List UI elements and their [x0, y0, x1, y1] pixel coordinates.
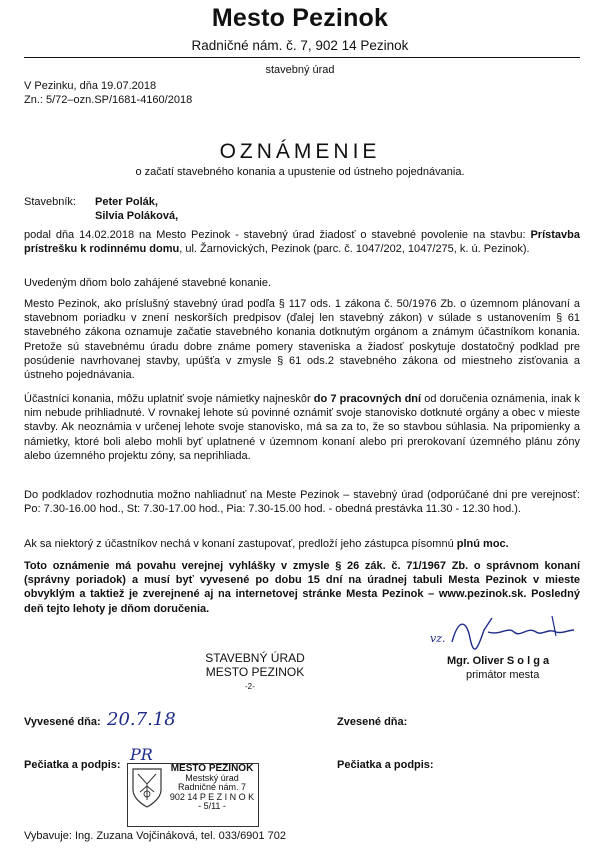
document-title: Mesto Pezinok: [211, 4, 389, 32]
city-stamp-text: [166, 764, 258, 812]
builder-name-2: Silvia Poláková,: [95, 210, 179, 222]
handwritten-initials: PR: [130, 745, 153, 764]
city-stamp-line5: - 5/11 -: [198, 801, 226, 812]
stamp-office-line1: STAVEBNÝ ÚRAD: [205, 651, 305, 665]
stamp-signature-label-right: Pečiatka a podpis:: [337, 759, 434, 771]
signatory-name: Mgr. Oliver S o l g a: [447, 655, 550, 667]
paragraph-start: Uvedeným dňom bolo zahájené stavebné konanie.: [24, 277, 272, 289]
p4-text-c: od doručenia oznámenia, inak k nim nebude prihliadnuté. V rovnakej lehote sú povinné oznámiť svoje stanovisko dotknuté orgány a obec v mieste stavby. Ak neoznámia v určenej lehote svoje stanovisko, má sa za to, že so stavbou súhlasia. Na pripomienky a námietky, ktoré boli alebo mohli byť uplatnené v územnom konaní alebo pri prerokovaní územného plánu zóny alebo územného projektu zóny, sa neprihliada.: [24, 393, 581, 462]
notice-subheading: o začatí stavebného konania a upustenie od ústneho pojednávania.: [135, 166, 465, 178]
city-stamp-line1: MESTO PEZINOK: [170, 763, 254, 774]
p1-project: Prístavba prístrešku k rodinnému domu: [24, 229, 580, 256]
office-name: stavebný úrad: [265, 64, 335, 76]
place-date: V Pezinku, dňa 19.07.2018: [24, 80, 157, 92]
builder-label: Stavebník:: [24, 196, 76, 208]
paragraph-authority: Mesto Pezinok, ako príslušný stavebný úrad podľa § 117 ods. 1 zákona č. 50/1976 Zb. o územnom plánovaní a stavebnom poriadku v znení neskorších predpisov (ďalej len stavebný zákon) v súlade s ustanovením § 61 stavebného zákona oznamuje začatie stavebného konania dotknutým orgánom a známym účastníkom konania. Pretože sú stavebnému úradu dobre známe pomery staveniska a žiadosť poskytuje dostatočný podklad pre posúdenie navrhovanej stavby, upúšťa v zmysle § 61 ods.2 stavebného zákona od miestneho zisťovania a ústneho pojednávania.: [24, 298, 580, 382]
reference-number: Zn.: 5/72–ozn.SP/1681-4160/2018: [24, 94, 193, 106]
city-stamp-line4: 902 14 P E Z I N O K: [169, 791, 255, 802]
stamp-office-number: -2-: [245, 682, 255, 691]
p1-location: , ul. Žarnovických, Pezinok (parc. č. 1047/202, 1047/275, k. ú. Pezinok).: [179, 243, 530, 256]
posted-label: Vyvesené dňa:: [24, 716, 101, 728]
signature-scribble: [448, 612, 578, 652]
paragraph-application: [24, 228, 580, 256]
office-address: Radničné nám. č. 7, 902 14 Pezinok: [191, 38, 409, 53]
p4-text-a: Účastníci konania, môžu uplatniť svoje námietky najneskôr: [24, 393, 314, 405]
city-stamp-line3: Radničné nám. 7: [177, 782, 247, 793]
notice-heading: OZNÁMENIE: [219, 140, 381, 163]
paragraph-objections: [24, 392, 580, 463]
paragraph-public-notice: Toto oznámenie má povahu verejnej vyhlášky v zmysle § 26 zák. č. 71/1967 Zb. o správnom konaní (správny poriadok) a musí byť vyvesené po dobu 15 dní na úradnej tabuli Mesta Pezinok v mieste obvyklým a taktiež je zverejnené aj na internetovej stránke Mesta Pezinok – www.pezinok.sk. Posledný deň tejto lehoty je dňom doručenia.: [24, 560, 580, 615]
handled-by: Vybavuje: Ing. Zuzana Vojčináková, tel. 033/6901 702: [24, 830, 286, 842]
city-coat-of-arms-icon: [130, 766, 164, 810]
paragraph-hours: Do podkladov rozhodnutia možno nahliadnuť na Meste Pezinok – stavebný úrad (odporúčané dni pre verejnosť: Po: 7.30-16.00 hod., St: 7.30-17.00 hod., Pia: 7.30-15.00 hod. - obedná prestávka 11.30 - 12.30 hod.).: [24, 489, 580, 516]
p4-deadline: do 7 pracovných dní: [313, 393, 422, 405]
posted-date-handwritten: 20.7.18: [107, 709, 176, 730]
removed-label: Zvesené dňa:: [337, 716, 408, 728]
signature-vz: vz.: [430, 632, 446, 645]
stamp-signature-label-left: Pečiatka a podpis:: [24, 759, 121, 771]
paragraph-representation: [24, 537, 580, 551]
header-divider: [24, 57, 580, 58]
p6-power-of-attorney: plnú moc.: [456, 538, 509, 550]
signatory-role: primátor mesta: [466, 669, 540, 681]
city-stamp-line2: Mestský úrad: [185, 772, 239, 783]
stamp-office-line2: MESTO PEZINOK: [205, 665, 305, 679]
builder-name-1: Peter Polák,: [95, 196, 158, 208]
p6-text: Ak sa niektorý z účastníkov nechá v konaní zastupovať, predloží jeho zástupca písomnú: [24, 538, 457, 550]
p1-text: podal dňa 14.02.2018 na Mesto Pezinok - stavebný úrad žiadosť o stavebné povolenie na stavbu:: [24, 229, 531, 241]
